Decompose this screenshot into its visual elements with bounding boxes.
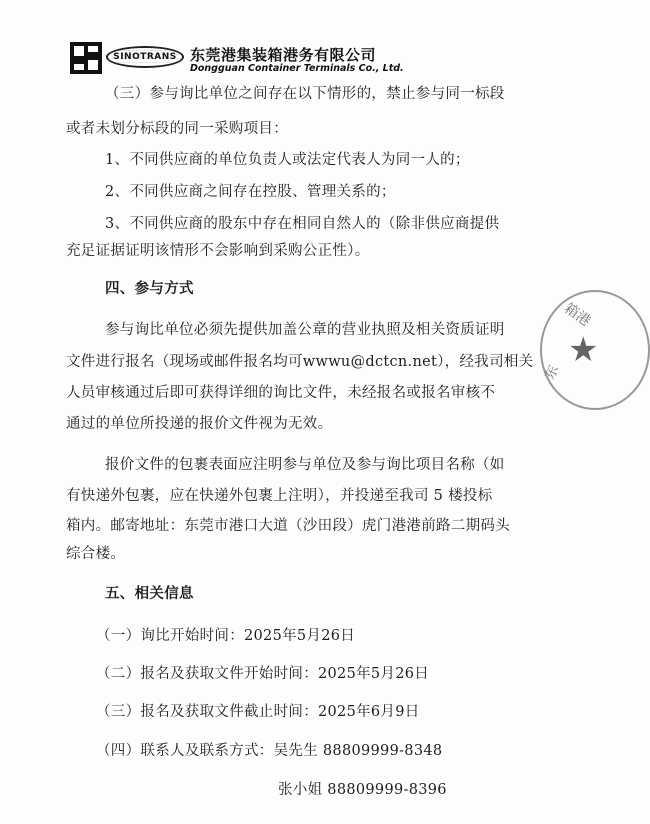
section5-contact2: 张小姐 88809999-8396 <box>278 782 447 798</box>
section4-p2-line3: 箱内。邮寄地址：东莞市港口大道（沙田段）虎门港港前路二期码头 <box>66 518 510 534</box>
section4-p1-line1: 参与询比单位必须先提供加盖公章的营业执照及相关资质证明 <box>105 322 505 338</box>
section3-item3-line1: 3、不同供应商的股东中存在相同自然人的（除非供应商提供 <box>105 216 500 232</box>
sinotrans-logo: SINOTRANS <box>106 46 184 68</box>
letterhead <box>70 40 410 76</box>
company-logo-icon <box>70 42 102 74</box>
seal-star-icon: ★ <box>568 330 599 370</box>
seal-text-top: 箱港 <box>561 300 594 330</box>
section5-item4: （四）联系人及联系方式：吴先生 88809999-8348 <box>96 743 443 759</box>
section3-intro-line1: （三）参与询比单位之间存在以下情形的，禁止参与同一标段 <box>105 86 505 102</box>
section3-item3-line2: 充足证据证明该情形不会影响到采购公正性）。 <box>66 243 370 259</box>
section4-p1-line4: 通过的单位所投递的报价文件视为无效。 <box>66 416 333 432</box>
section4-heading: 四、参与方式 <box>105 280 194 297</box>
official-seal <box>540 290 650 410</box>
section5-item2: （二）报名及获取文件开始时间：2025年5月26日 <box>96 666 430 682</box>
company-name-cn: 东莞港集装箱港务有限公司 <box>190 46 377 64</box>
section3-item2: 2、不同供应商之间存在控股、管理关系的； <box>105 184 396 200</box>
section5-heading: 五、相关信息 <box>105 585 194 602</box>
section5-item3: （三）报名及获取文件截止时间：2025年6月9日 <box>96 704 420 720</box>
company-name-en: Dongguan Container Terminals Co., Ltd. <box>190 63 404 74</box>
section4-p1-line3: 人员审核通过后即可获得详细的询比文件，未经报名或报名审核不 <box>66 385 496 401</box>
section3-item1: 1、不同供应商的单位负责人或法定代表人为同一人的； <box>105 152 470 168</box>
section4-p1-line2: 文件进行报名（现场或邮件报名均可wwwu@dctcn.net），经我司相关 <box>66 354 534 370</box>
section4-p2-line2: 有快递外包裹，应在快递外包裹上注明），并投递至我司 5 楼投标 <box>66 488 493 504</box>
section4-p2-line4: 综合楼。 <box>66 546 126 562</box>
section5-item1: （一）询比开始时间：2025年5月26日 <box>96 628 356 644</box>
seal-text-side: 东 <box>541 362 563 383</box>
section3-intro-line2: 或者未划分标段的同一采购项目： <box>66 121 288 137</box>
section4-p2-line1: 报价文件的包裹表面应注明参与单位及参与询比项目名称（如 <box>105 457 505 473</box>
